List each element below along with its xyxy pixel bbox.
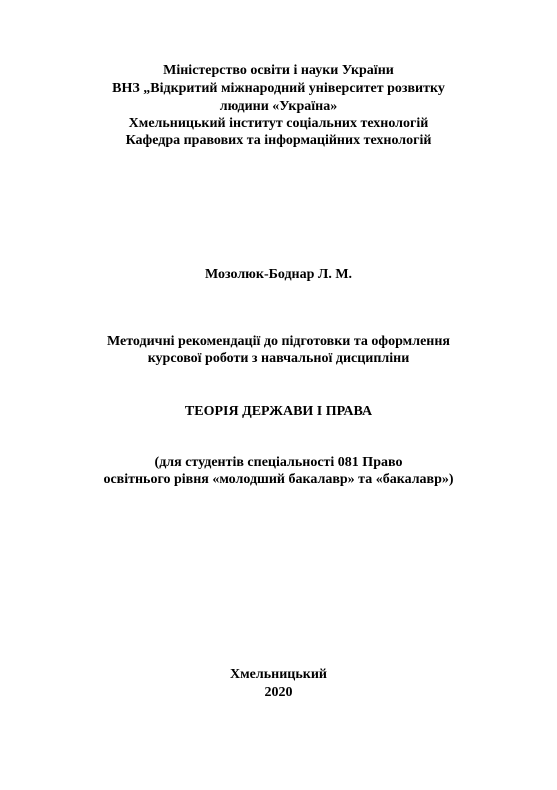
department-name: Кафедра правових та інформаційних технологій	[125, 133, 432, 148]
ministry-title: Міністерство освіти і науки України	[163, 63, 394, 78]
publication-year: 2020	[264, 685, 293, 700]
audience-line1: (для студентів спеціальності 081 Право	[154, 455, 403, 470]
university-name-line2: людини «Україна»	[219, 99, 338, 114]
subject-title: ТЕОРІЯ ДЕРЖАВИ І ПРАВА	[184, 404, 373, 419]
university-name-line1: ВНЗ „Відкритий міжнародний університет розвитку	[112, 81, 445, 96]
document-description-line1: Методичні рекомендації до підготовки та оформлення	[107, 334, 450, 349]
document-description-line2: курсової роботи з навчальної дисципліни	[147, 351, 410, 366]
institute-name: Хмельницький інститут соціальних технологій	[128, 116, 429, 131]
publication-city: Хмельницький	[230, 667, 327, 682]
audience-line2: освітнього рівня «молодший бакалавр» та «бакалавр»)	[103, 472, 454, 487]
author-name: Мозолюк-Боднар Л. М.	[204, 267, 353, 282]
